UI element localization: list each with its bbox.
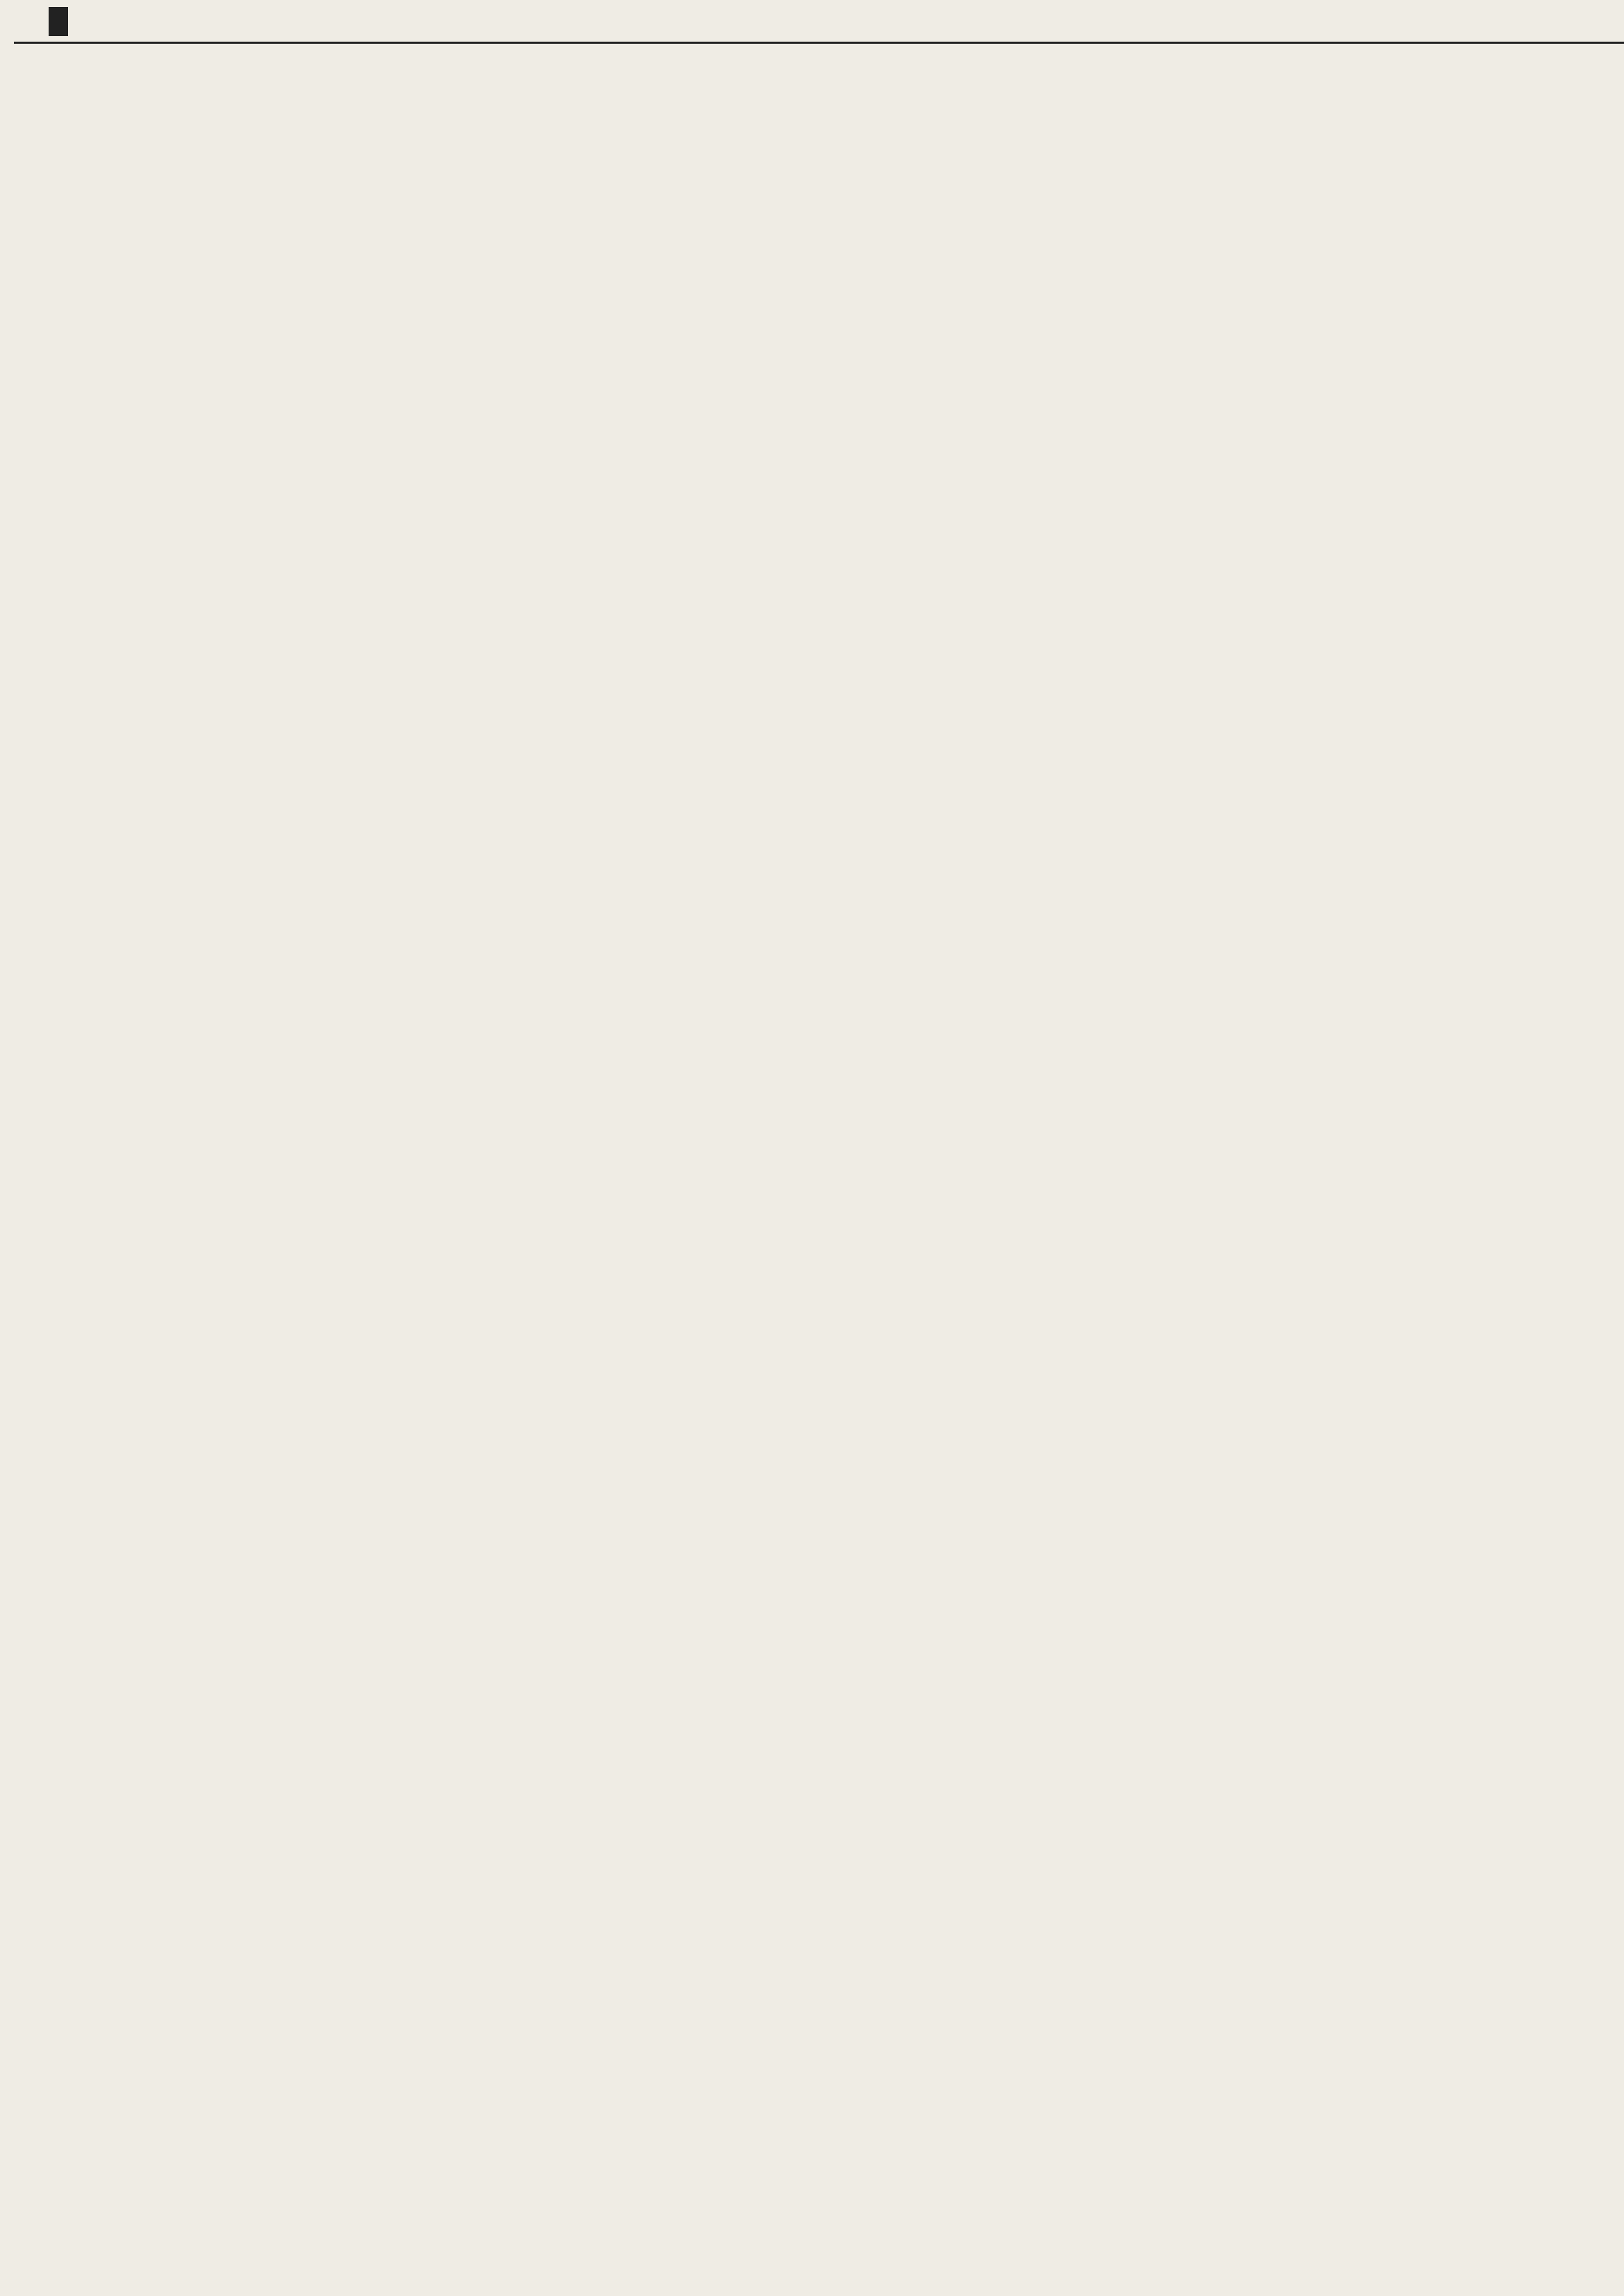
sakura-body-6 — [721, 771, 881, 1222]
sakura-body-4 — [346, 851, 686, 1229]
header-rule — [14, 42, 1624, 44]
section-label — [49, 7, 68, 36]
sakura-body-5 — [26, 851, 339, 1229]
sakura-ref — [30, 54, 162, 440]
sakura-headline — [579, 56, 676, 750]
sakura-body-1 — [165, 54, 561, 440]
sakura-body-2 — [422, 458, 561, 833]
sakura-body-3 — [26, 458, 415, 833]
